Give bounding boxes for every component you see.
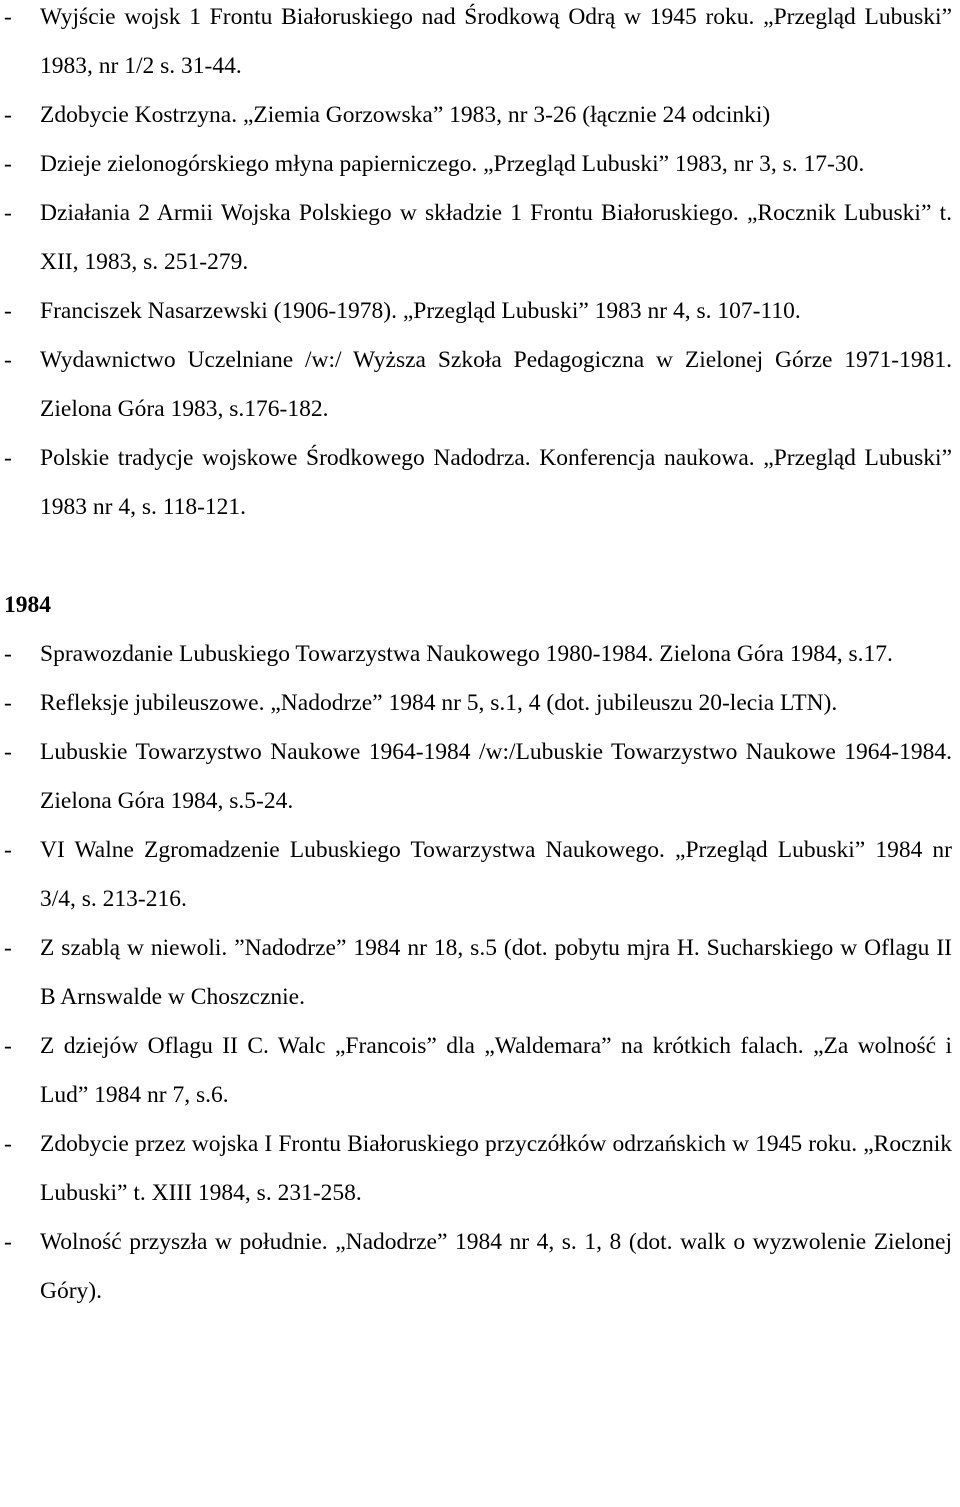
- entry-dash: -: [4, 347, 12, 373]
- entry-text: Zdobycie przez wojska I Frontu Białoruskiego przyczółków odrzańskich w 1945 roku. „Rocznik Lubuski” t. XIII 1984, s. 231-258.: [40, 1131, 952, 1206]
- entry-text: Sprawozdanie Lubuskiego Towarzystwa Naukowego 1980-1984. Zielona Góra 1984, s.17.: [40, 641, 893, 667]
- entry-text: VI Walne Zgromadzenie Lubuskiego Towarzystwa Naukowego. „Przegląd Lubuski” 1984 nr 3/4, s. 213-216.: [40, 837, 952, 912]
- bibliography-entry: [0, 336, 952, 434]
- entry-dash: -: [4, 1229, 12, 1255]
- entry-dash: -: [4, 102, 12, 128]
- entry-text: Wolność przyszła w południe. „Nadodrze” 1984 nr 4, s. 1, 8 (dot. walk o wyzwolenie Zielonej Góry).: [40, 1229, 952, 1304]
- entry-dash: -: [4, 445, 12, 471]
- entry-text: Lubuskie Towarzystwo Naukowe 1964-1984 /w:/Lubuskie Towarzystwo Naukowe 1964-1984. Zielona Góra 1984, s.5-24.: [40, 739, 952, 814]
- bibliography-entry: [0, 140, 952, 189]
- entry-text: Polskie tradycje wojskowe Środkowego Nadodrza. Konferencja naukowa. „Przegląd Lubuski” 1983 nr 4, s. 118-121.: [40, 445, 952, 520]
- entry-dash: -: [4, 4, 12, 30]
- bibliography-entry: [0, 728, 952, 826]
- entry-dash: -: [4, 641, 12, 667]
- bibliography-entry: [0, 924, 952, 1022]
- entry-text: Dzieje zielonogórskiego młyna papierniczego. „Przegląd Lubuski” 1983, nr 3, s. 17-30.: [40, 151, 865, 177]
- entry-text: Wyjście wojsk 1 Frontu Białoruskiego nad Środkową Odrą w 1945 roku. „Przegląd Lubuski” 1983, nr 1/2 s. 31-44.: [40, 4, 952, 79]
- entry-text: Działania 2 Armii Wojska Polskiego w składzie 1 Frontu Białoruskiego. „Rocznik Lubuski” t. XII, 1983, s. 251-279.: [40, 200, 952, 275]
- entry-dash: -: [4, 151, 12, 177]
- bibliography-entry: [0, 1120, 952, 1218]
- bibliography-entry: [0, 630, 952, 679]
- bibliography-entry: [0, 1218, 952, 1316]
- bibliography-entry: [0, 1022, 952, 1120]
- bibliography-entry: [0, 287, 952, 336]
- bibliography-entry: [0, 91, 952, 140]
- entry-text: Z dziejów Oflagu II C. Walc „Francois” dla „Waldemara” na krótkich falach. „Za wolność i Lud” 1984 nr 7, s.6.: [40, 1033, 952, 1108]
- bibliography-entry: [0, 189, 952, 287]
- entry-dash: -: [4, 739, 12, 765]
- bibliography-entry: [0, 434, 952, 532]
- year-heading-1984: 1984: [4, 592, 51, 618]
- bibliography-entry: [0, 679, 952, 728]
- entry-text: Z szablą w niewoli. ”Nadodrze” 1984 nr 18, s.5 (dot. pobytu mjra H. Sucharskiego w Oflagu II B Arnswalde w Choszcznie.: [40, 935, 952, 1010]
- entry-dash: -: [4, 935, 12, 961]
- entry-dash: -: [4, 690, 12, 716]
- entry-dash: -: [4, 1131, 12, 1157]
- entries-1984: [0, 630, 960, 1316]
- entry-text: Refleksje jubileuszowe. „Nadodrze” 1984 nr 5, s.1, 4 (dot. jubileuszu 20-lecia LTN).: [40, 690, 838, 716]
- entry-dash: -: [4, 1033, 12, 1059]
- entries-1983-continued: [0, 0, 960, 532]
- entry-text: Franciszek Nasarzewski (1906-1978). „Przegląd Lubuski” 1983 nr 4, s. 107-110.: [40, 298, 801, 324]
- bibliography-entry: [0, 0, 952, 91]
- entry-text: Zdobycie Kostrzyna. „Ziemia Gorzowska” 1983, nr 3-26 (łącznie 24 odcinki): [40, 102, 771, 128]
- entry-dash: -: [4, 298, 12, 324]
- bibliography-entry: [0, 826, 952, 924]
- entry-dash: -: [4, 837, 12, 863]
- entry-text: Wydawnictwo Uczelniane /w:/ Wyższa Szkoła Pedagogiczna w Zielonej Górze 1971-1981. Zielona Góra 1983, s.176-182.: [40, 347, 952, 422]
- entry-dash: -: [4, 200, 12, 226]
